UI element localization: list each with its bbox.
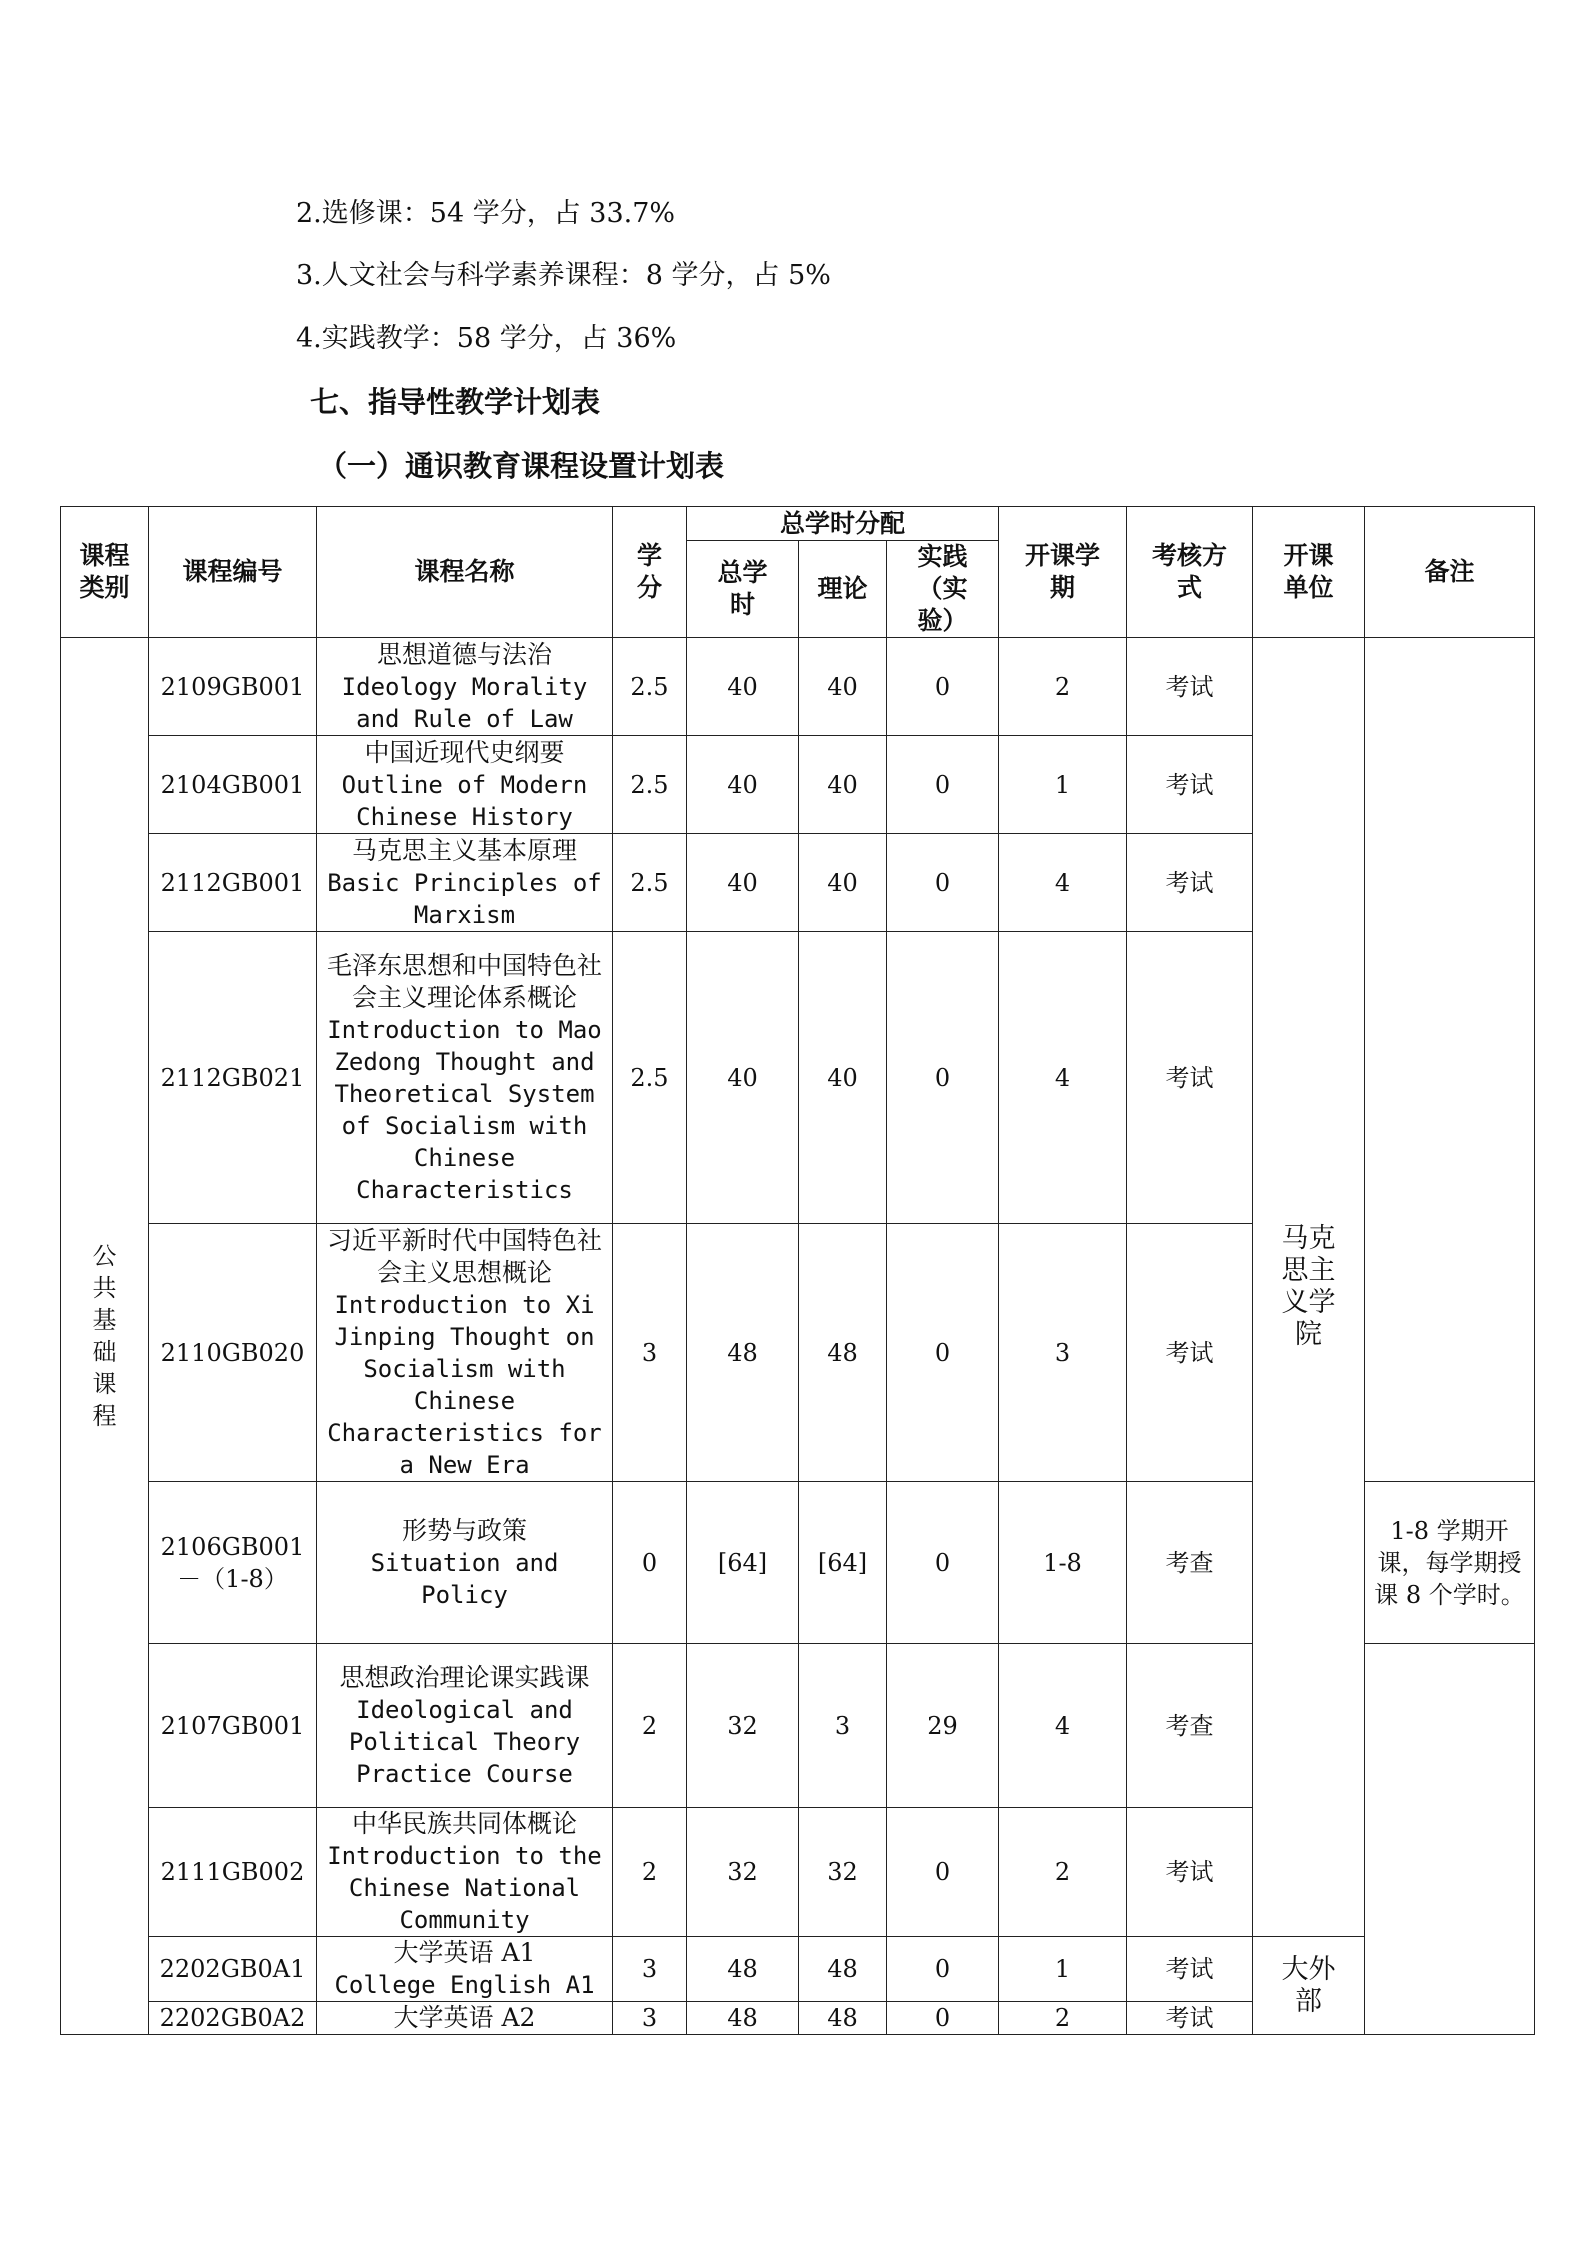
course-assessment: 考查 [1127, 1482, 1253, 1644]
header-semester: 开课学期 [999, 507, 1127, 638]
course-name-en: Basic Principles of Marxism [327, 868, 602, 929]
course-theory-hours: 48 [799, 1224, 887, 1482]
course-semester: 1 [999, 1937, 1127, 2002]
course-credits: 2.5 [613, 834, 687, 932]
course-assessment: 考试 [1127, 638, 1253, 736]
course-total-hours: 48 [687, 1224, 799, 1482]
course-practice-hours: 0 [887, 736, 999, 834]
table-row [61, 1937, 1535, 2002]
course-semester: 3 [999, 1224, 1127, 1482]
course-name-zh: 毛泽东思想和中国特色社会主义理论体系概论 [326, 950, 602, 1012]
course-name-zh: 中华民族共同体概论 [351, 1809, 577, 1838]
course-theory-hours: 32 [799, 1808, 887, 1937]
course-name [317, 1937, 613, 2002]
remark-cell-empty [1365, 1644, 1535, 2035]
header-credits: 学分 [613, 507, 687, 638]
header-hours-group: 总学时分配 [687, 507, 999, 541]
course-name-en: Ideology Morality and Rule of Law [341, 672, 588, 733]
course-name-zh: 形势与政策 [401, 1515, 527, 1545]
course-total-hours: 40 [687, 932, 799, 1224]
summary-line-practice: 4.实践教学：58 学分，占 36% [296, 323, 677, 354]
course-name-en: Introduction to the Chinese National Community [327, 1842, 602, 1934]
unit-marxism: 马克思主义学院 [1281, 1223, 1336, 1350]
course-theory-hours: 48 [799, 1937, 887, 2002]
course-credits: 2 [613, 1644, 687, 1808]
course-code: 2104GB001 [149, 736, 317, 834]
course-credits: 0 [613, 1482, 687, 1644]
course-assessment: 考试 [1127, 2002, 1253, 2035]
unit-foreign: 大外部 [1281, 1953, 1336, 2017]
course-total-hours: 48 [687, 1937, 799, 2002]
category-label: 公共基础课程 [92, 1242, 117, 1430]
course-practice-hours: 0 [887, 1808, 999, 1937]
course-name [317, 2002, 613, 2035]
course-semester: 1-8 [999, 1482, 1127, 1644]
course-semester: 4 [999, 932, 1127, 1224]
course-name-en: Ideological and Political Theory Practice Course [348, 1695, 581, 1788]
course-name [317, 1644, 613, 1808]
course-total-hours: 40 [687, 638, 799, 736]
course-assessment: 考试 [1127, 932, 1253, 1224]
course-name-zh: 大学英语 A1 [393, 1938, 536, 1967]
summary-line-humanities: 3.人文社会与科学素养课程：8 学分，占 5% [296, 260, 831, 291]
course-practice-hours: 0 [887, 932, 999, 1224]
course-total-hours: [64] [687, 1482, 799, 1644]
course-name-en: Introduction to Xi Jinping Thought on Socialism with Chinese Characteristics for a New Era [327, 1290, 602, 1479]
category-cell [61, 638, 149, 2035]
course-name-en: Outline of Modern Chinese History [341, 770, 588, 831]
course-name-zh: 思想政治理论课实践课 [339, 1662, 590, 1692]
course-semester: 2 [999, 638, 1127, 736]
course-semester: 2 [999, 2002, 1127, 2035]
course-name [317, 638, 613, 736]
course-code: 2202GB0A1 [149, 1937, 317, 2002]
course-code: 2109GB001 [149, 638, 317, 736]
remark-policy: 1-8 学期开课，每学期授课 8 个学时。 [1365, 1482, 1535, 1644]
course-code: 2112GB001 [149, 834, 317, 932]
course-name [317, 1482, 613, 1644]
header-assessment: 考核方式 [1127, 507, 1253, 638]
header-code: 课程编号 [149, 507, 317, 638]
course-name-zh: 思想道德与法治 [376, 639, 552, 669]
course-total-hours: 48 [687, 2002, 799, 2035]
course-name [317, 1224, 613, 1482]
course-code: 2202GB0A2 [149, 2002, 317, 2035]
course-name-en: College English A1 [334, 1971, 595, 1999]
course-plan-table [60, 506, 1535, 2035]
course-credits: 3 [613, 2002, 687, 2035]
course-total-hours: 40 [687, 834, 799, 932]
course-name-zh: 习近平新时代中国特色社会主义思想概论 [326, 1225, 602, 1287]
course-practice-hours: 0 [887, 834, 999, 932]
course-assessment: 考查 [1127, 1644, 1253, 1808]
course-name-en: Situation and Policy [370, 1548, 559, 1609]
course-code: 2112GB021 [149, 932, 317, 1224]
course-name [317, 1808, 613, 1937]
course-name-zh: 马克思主义基本原理 [351, 835, 577, 865]
course-total-hours: 32 [687, 1808, 799, 1937]
course-practice-hours: 0 [887, 1224, 999, 1482]
course-practice-hours: 0 [887, 1937, 999, 2002]
course-total-hours: 40 [687, 736, 799, 834]
course-assessment: 考试 [1127, 1224, 1253, 1482]
course-name-zh: 大学英语 A2 [393, 2003, 536, 2032]
header-total-hours: 总学时 [687, 541, 799, 638]
course-theory-hours: 40 [799, 834, 887, 932]
subsection-title: （一）通识教育课程设置计划表 [318, 449, 725, 483]
course-semester: 2 [999, 1808, 1127, 1937]
course-theory-hours: 40 [799, 638, 887, 736]
course-theory-hours: 48 [799, 2002, 887, 2035]
course-name [317, 932, 613, 1224]
course-theory-hours: [64] [799, 1482, 887, 1644]
course-code: 2106GB001－（1-8） [149, 1482, 317, 1644]
remark-cell-empty [1365, 638, 1535, 1482]
course-credits: 3 [613, 1224, 687, 1482]
course-assessment: 考试 [1127, 1937, 1253, 2002]
course-code: 2107GB001 [149, 1644, 317, 1808]
course-theory-hours: 40 [799, 932, 887, 1224]
header-practice: 实践（实验） [887, 541, 999, 638]
course-theory-hours: 40 [799, 736, 887, 834]
table-row [61, 638, 1535, 736]
course-assessment: 考试 [1127, 736, 1253, 834]
unit-cell-marxism [1253, 638, 1365, 1937]
header-remarks: 备注 [1365, 507, 1535, 638]
summary-line-elective: 2.选修课：54 学分，占 33.7% [296, 198, 676, 229]
course-semester: 1 [999, 736, 1127, 834]
course-name-en: Introduction to Mao Zedong Thought and Theoretical System of Socialism with Chinese Characteristics [327, 1015, 602, 1204]
course-theory-hours: 3 [799, 1644, 887, 1808]
header-theory: 理论 [799, 541, 887, 638]
header-unit: 开课单位 [1253, 507, 1365, 638]
course-credits: 2.5 [613, 736, 687, 834]
course-semester: 4 [999, 834, 1127, 932]
course-credits: 2.5 [613, 932, 687, 1224]
course-practice-hours: 0 [887, 1482, 999, 1644]
header-name: 课程名称 [317, 507, 613, 638]
course-credits: 3 [613, 1937, 687, 2002]
course-name [317, 736, 613, 834]
course-practice-hours: 0 [887, 638, 999, 736]
course-code: 2110GB020 [149, 1224, 317, 1482]
course-credits: 2.5 [613, 638, 687, 736]
course-name [317, 834, 613, 932]
course-credits: 2 [613, 1808, 687, 1937]
course-semester: 4 [999, 1644, 1127, 1808]
header-category: 课程类别 [61, 507, 149, 638]
section-title: 七、指导性教学计划表 [310, 385, 601, 419]
unit-cell-foreign [1253, 1937, 1365, 2035]
course-practice-hours: 0 [887, 2002, 999, 2035]
course-name-zh: 中国近现代史纲要 [364, 737, 565, 767]
course-assessment: 考试 [1127, 834, 1253, 932]
course-practice-hours: 29 [887, 1644, 999, 1808]
course-code: 2111GB002 [149, 1808, 317, 1937]
course-assessment: 考试 [1127, 1808, 1253, 1937]
course-total-hours: 32 [687, 1644, 799, 1808]
